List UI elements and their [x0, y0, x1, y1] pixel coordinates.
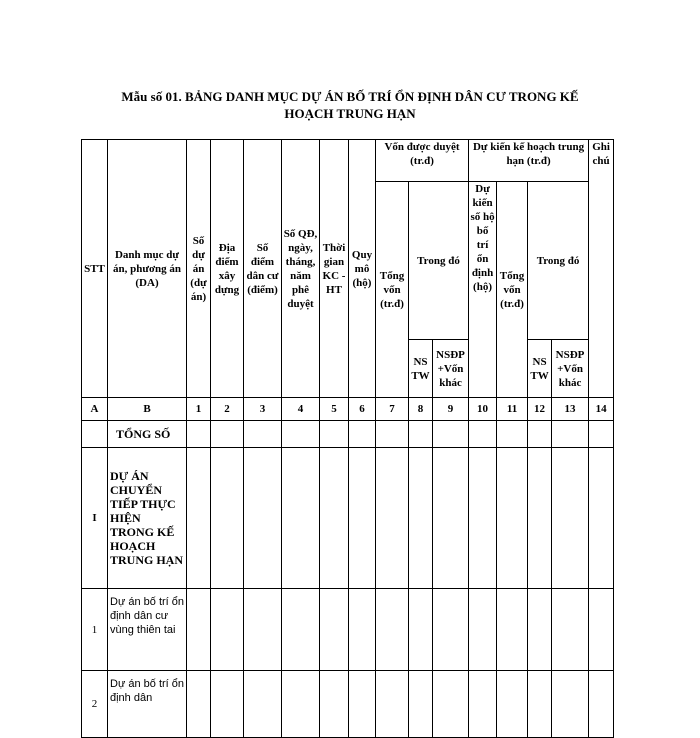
- empty-cell: [282, 421, 320, 448]
- column-index-row: [82, 398, 614, 421]
- empty-cell: [187, 448, 211, 589]
- empty-cell: [433, 448, 469, 589]
- empty-cell: [469, 589, 497, 671]
- empty-cell: [244, 589, 282, 671]
- col-header-approved-nstw: NS TW: [409, 340, 433, 398]
- project-table-container: [81, 139, 614, 738]
- empty-cell: [211, 671, 244, 738]
- empty-cell: [589, 421, 614, 448]
- table-row: [82, 589, 614, 671]
- empty-cell: [528, 671, 552, 738]
- row-name: Dự án bố trí ổn định dân cư vùng thiên tai: [108, 589, 187, 671]
- col-header-name: Danh mục dự án, phương án (DA): [108, 140, 187, 398]
- title-line-2: HOẠCH TRUNG HẠN: [284, 106, 416, 121]
- row-stt: 1: [82, 589, 108, 671]
- index-cell: 1: [187, 398, 211, 421]
- table-row-section: [82, 448, 614, 589]
- col-header-approved-group: Vốn được duyệt (tr.đ): [376, 140, 469, 182]
- col-header-note: Ghi chú: [589, 140, 614, 398]
- index-cell: 12: [528, 398, 552, 421]
- row-stt: 2: [82, 671, 108, 738]
- empty-cell: [552, 421, 589, 448]
- empty-cell: [433, 589, 469, 671]
- empty-cell: [211, 421, 244, 448]
- index-cell: 11: [497, 398, 528, 421]
- col-header-plan-of-which: Trong đó: [528, 182, 589, 340]
- empty-cell: [552, 671, 589, 738]
- empty-cell: [409, 421, 433, 448]
- empty-cell: [244, 448, 282, 589]
- col-header-stt: STT: [82, 140, 108, 398]
- empty-cell: [349, 448, 376, 589]
- document-title: [60, 88, 640, 122]
- empty-cell: [433, 671, 469, 738]
- index-cell: 6: [349, 398, 376, 421]
- empty-cell: [589, 589, 614, 671]
- empty-cell: [282, 671, 320, 738]
- row-name: Dự án bố trí ổn định dân: [108, 671, 187, 738]
- col-header-location: Địa điểm xây dựng: [211, 140, 244, 398]
- index-cell: 4: [282, 398, 320, 421]
- empty-cell: [589, 671, 614, 738]
- col-header-approved-nsdp: NSĐP +Vốn khác: [433, 340, 469, 398]
- index-cell: 10: [469, 398, 497, 421]
- empty-cell: [469, 671, 497, 738]
- index-cell: 13: [552, 398, 589, 421]
- empty-cell: [528, 448, 552, 589]
- empty-cell: [433, 421, 469, 448]
- row-name: DỰ ÁN CHUYỂN TIẾP THỰC HIỆN TRONG KẾ HOẠCH TRUNG HẠN: [108, 448, 187, 589]
- col-header-time: Thời gian KC - HT: [320, 140, 349, 398]
- empty-cell: [320, 448, 349, 589]
- col-header-approved-of-which: Trong đó: [409, 182, 469, 340]
- empty-cell: [497, 448, 528, 589]
- empty-cell: [376, 671, 409, 738]
- empty-cell: [282, 589, 320, 671]
- col-header-plan-nsdp: NSĐP +Vốn khác: [552, 340, 589, 398]
- index-cell: 14: [589, 398, 614, 421]
- empty-cell: [244, 421, 282, 448]
- empty-cell: [187, 421, 211, 448]
- empty-cell: [409, 671, 433, 738]
- empty-cell: [187, 589, 211, 671]
- table-row: [82, 671, 614, 738]
- empty-cell: [528, 589, 552, 671]
- index-cell: 9: [433, 398, 469, 421]
- empty-cell: [187, 671, 211, 738]
- index-cell: 7: [376, 398, 409, 421]
- empty-cell: [528, 421, 552, 448]
- empty-cell: [497, 671, 528, 738]
- col-header-num-points: Số điểm dân cư (điểm): [244, 140, 282, 398]
- index-cell: B: [108, 398, 187, 421]
- col-header-plan-nstw: NS TW: [528, 340, 552, 398]
- empty-cell: [409, 448, 433, 589]
- empty-cell: [376, 589, 409, 671]
- empty-cell: [349, 589, 376, 671]
- col-header-num-projects: Số dự án (dự án): [187, 140, 211, 398]
- empty-cell: [376, 448, 409, 589]
- col-header-plan-total: Tổng vốn (tr.đ): [497, 182, 528, 398]
- empty-cell: [552, 448, 589, 589]
- col-header-plan-households: Dự kiến số hộ bố trí ổn định (hộ): [469, 182, 497, 398]
- empty-cell: [211, 448, 244, 589]
- empty-cell: [349, 671, 376, 738]
- empty-cell: [82, 421, 108, 448]
- table-row-total: [82, 421, 614, 448]
- empty-cell: [376, 421, 409, 448]
- empty-cell: [589, 448, 614, 589]
- col-header-plan-group: Dự kiến kế hoạch trung hạn (tr.đ): [469, 140, 589, 182]
- empty-cell: [409, 589, 433, 671]
- empty-cell: [497, 421, 528, 448]
- index-cell: 2: [211, 398, 244, 421]
- row-stt: I: [82, 448, 108, 589]
- index-cell: A: [82, 398, 108, 421]
- empty-cell: [320, 421, 349, 448]
- empty-cell: [211, 589, 244, 671]
- index-cell: 3: [244, 398, 282, 421]
- header-row-1: [82, 140, 614, 182]
- col-header-approved-total: Tổng vốn (tr.đ): [376, 182, 409, 398]
- empty-cell: [282, 448, 320, 589]
- empty-cell: [320, 671, 349, 738]
- project-list-table: [81, 139, 614, 738]
- index-cell: 5: [320, 398, 349, 421]
- col-header-decision: Số QĐ, ngày, tháng, năm phê duyệt: [282, 140, 320, 398]
- index-cell: 8: [409, 398, 433, 421]
- title-line-1: Mẫu số 01. BẢNG DANH MỤC DỰ ÁN BỐ TRÍ ỔN ĐỊNH DÂN CƯ TRONG KẾ: [121, 89, 579, 104]
- empty-cell: [349, 421, 376, 448]
- empty-cell: [552, 589, 589, 671]
- col-header-scale: Quy mô (hộ): [349, 140, 376, 398]
- empty-cell: [497, 589, 528, 671]
- empty-cell: [469, 421, 497, 448]
- total-label: TỔNG SỐ: [108, 421, 187, 448]
- empty-cell: [244, 671, 282, 738]
- empty-cell: [469, 448, 497, 589]
- empty-cell: [320, 589, 349, 671]
